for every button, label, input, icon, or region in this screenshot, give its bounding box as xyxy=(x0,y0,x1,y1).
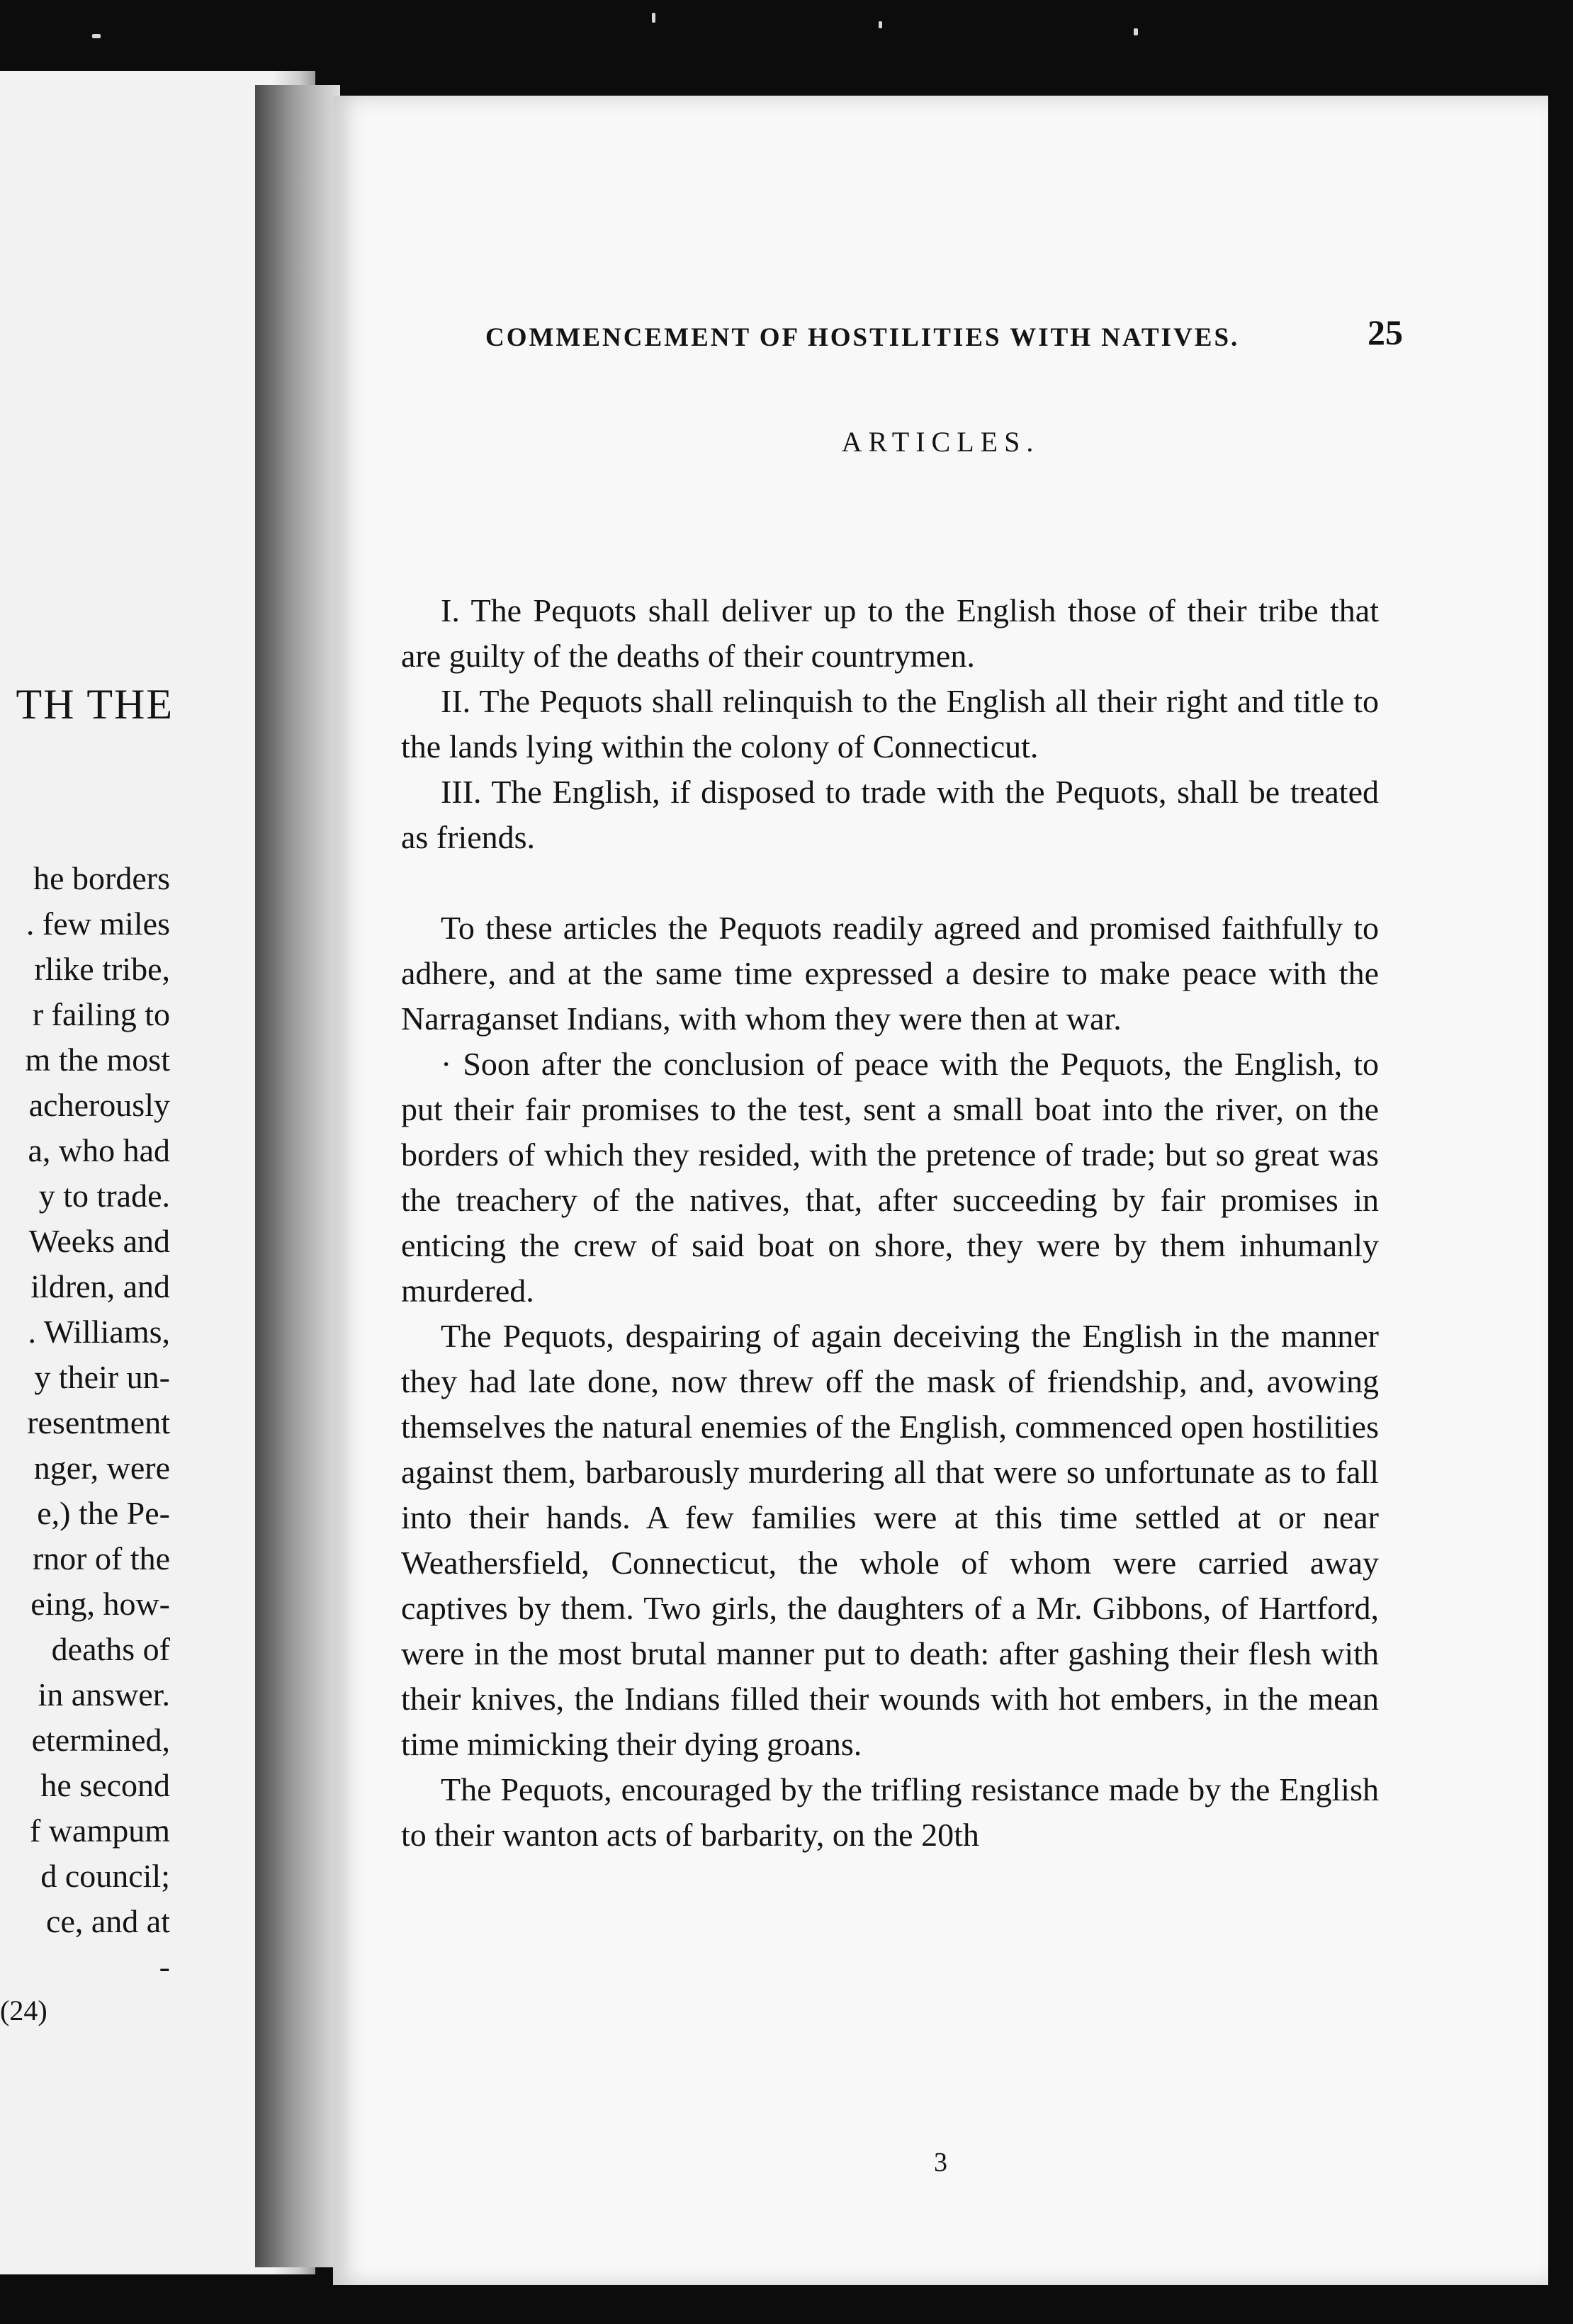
article-item: II. The Pequots shall relinquish to the English all their right and title to the lands lying within the colony of Connecticut. xyxy=(401,683,1379,765)
book-binding-shadow xyxy=(255,85,340,2267)
text-line: eing, how- xyxy=(30,1586,170,1622)
text-line: resentment xyxy=(27,1404,170,1440)
scan-speck xyxy=(652,13,655,23)
text-line: f wampum xyxy=(29,1812,170,1849)
text-line: y to trade. xyxy=(38,1178,170,1214)
text-line: acherously xyxy=(28,1087,170,1123)
text-line: ildren, and xyxy=(30,1268,170,1304)
text-line: e,) the Pe- xyxy=(37,1495,170,1531)
text-line: - xyxy=(159,1948,170,1985)
text-line: rnor of the xyxy=(32,1540,170,1576)
scan-speck xyxy=(92,34,101,38)
text-line: nger, were xyxy=(33,1450,170,1486)
text-line: a, who had xyxy=(28,1132,170,1168)
signature-mark: 3 xyxy=(934,2148,947,2177)
text-line: he borders xyxy=(33,860,170,896)
article-item: I. The Pequots shall deliver up to the English those of their tribe that are guilty of the deaths of their countrymen. xyxy=(401,592,1379,674)
paragraph: To these articles the Pequots readily agreed and promised faithfully to adhere, and at the same time expressed a desire to make peace with the Narraganset Indians, with whom they were then at war. xyxy=(401,910,1379,1037)
article-item: III. The English, if disposed to trade with the Pequots, shall be treated as friends. xyxy=(401,774,1379,855)
text-line: y their un- xyxy=(34,1359,170,1395)
text-line: rlike tribe, xyxy=(34,951,170,987)
paragraph: · Soon after the conclusion of peace with the Pequots, the English, to put their fair promises to the test, sent a small boat into the river, on the borders of which they resided, with the pretence of trade; but so great was the treachery of the natives, that, after succeeding by fair promises in enticing the crew of said boat on shore, they were by them inhumanly murdered. xyxy=(401,1046,1379,1309)
facing-page-text xyxy=(0,856,170,1990)
scan-speck xyxy=(879,21,882,28)
paragraph: The Pequots, encouraged by the trifling resistance made by the English to their wanton acts of barbarity, on the 20th xyxy=(401,1771,1379,1853)
scan-speck xyxy=(1134,28,1138,35)
running-head: COMMENCEMENT OF HOSTILITIES WITH NATIVES. xyxy=(485,323,1240,352)
articles-title: ARTICLES. xyxy=(841,426,1040,458)
text-line: in answer. xyxy=(38,1676,170,1713)
facing-page-number: (24) xyxy=(0,1995,47,2026)
facing-page-heading: TH THE xyxy=(16,681,174,728)
book-page xyxy=(333,96,1548,2285)
text-line: r failing to xyxy=(32,996,170,1032)
body-text xyxy=(401,588,1379,1858)
text-line: etermined, xyxy=(31,1722,170,1758)
page-number: 25 xyxy=(1368,312,1403,352)
text-line: . Williams, xyxy=(28,1314,170,1350)
text-line: d council; xyxy=(40,1858,170,1894)
text-line: deaths of xyxy=(51,1631,170,1667)
text-line: he second xyxy=(40,1767,170,1803)
text-line: ce, and at xyxy=(46,1903,170,1939)
text-line: m the most xyxy=(25,1042,170,1078)
text-line: . few miles xyxy=(26,906,170,942)
text-line: Weeks and xyxy=(28,1223,170,1259)
paragraph: The Pequots, despairing of again deceiving the English in the manner they had late done, now threw off the mask of friendship, and, avowing themselves the natural enemies of the English, commenced open hostilities against them, barbarously murdering all that were so unfortunate as to fall into their hands. A few families were at this time settled at or near Weathersfield, Connecticut, the whole of whom were carried away captives by them. Two girls, the daughters of a Mr. Gibbons, of Hartford, were in the most brutal manner put to death: after gashing their flesh with their knives, the Indians filled their wounds with hot embers, in the mean time mimicking their dying groans. xyxy=(401,1318,1379,1762)
